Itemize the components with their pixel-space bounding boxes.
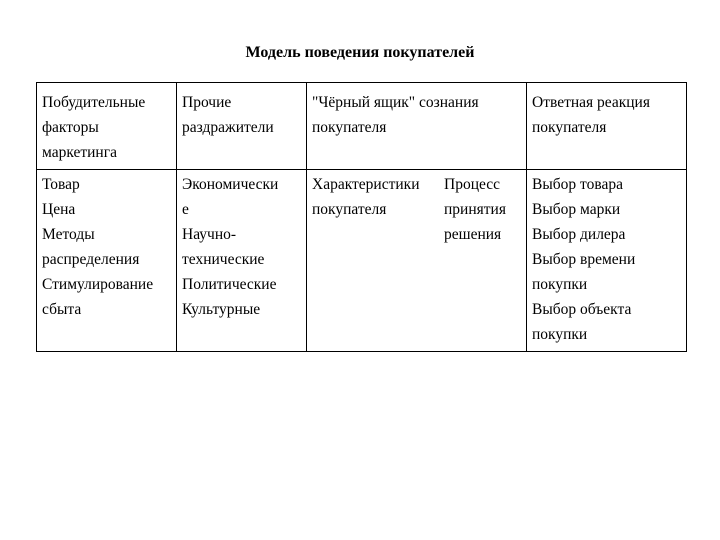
page-title: Модель поведения покупателей (245, 44, 475, 61)
header-line: покупателя (312, 119, 387, 136)
cell-line: Выбор марки (532, 201, 621, 218)
cell-line: технические (182, 251, 265, 268)
header-line: Ответная реакция (532, 94, 650, 111)
header-line: Прочие (182, 94, 232, 111)
table-body-row (37, 170, 687, 352)
cell-line: Методы (42, 226, 95, 243)
cell-line: принятия (444, 201, 506, 218)
buyer-behavior-table (36, 82, 687, 352)
decision-process (444, 172, 521, 247)
cell-line: е (182, 201, 189, 218)
cell-line: Процесс (444, 176, 501, 193)
buyer-characteristics (312, 172, 444, 247)
header-line: факторы (42, 119, 99, 136)
header-line: Побудительные (42, 94, 146, 111)
cell-line: Стимулирование (42, 276, 154, 293)
cell-line: Товар (42, 176, 80, 193)
cell-line: Культурные (182, 301, 261, 318)
header-marketing-stimuli (37, 83, 177, 170)
header-line: "Чёрный ящик" сознания (312, 94, 479, 111)
cell-black-box (307, 170, 527, 352)
cell-line: решения (444, 226, 502, 243)
cell-line: покупателя (312, 201, 387, 218)
header-response (527, 83, 687, 170)
cell-line: Характеристики (312, 176, 420, 193)
cell-line: покупки (532, 326, 588, 343)
cell-response (527, 170, 687, 352)
cell-other-stimuli (177, 170, 307, 352)
header-other-stimuli (177, 83, 307, 170)
cell-line: Научно- (182, 226, 237, 243)
cell-line: Выбор объекта (532, 301, 632, 318)
cell-line: сбыта (42, 301, 82, 318)
header-black-box (307, 83, 527, 170)
cell-line: Выбор товара (532, 176, 623, 193)
cell-line: Политические (182, 276, 277, 293)
header-line: покупателя (532, 119, 607, 136)
cell-line: Цена (42, 201, 76, 218)
cell-line: покупки (532, 276, 588, 293)
header-line: маркетинга (42, 144, 117, 161)
cell-line: Выбор дилера (532, 226, 626, 243)
table-header-row (37, 83, 687, 170)
cell-line: распределения (42, 251, 140, 268)
header-line: раздражители (182, 119, 274, 136)
cell-marketing-stimuli (37, 170, 177, 352)
cell-line: Экономически (182, 176, 279, 193)
cell-line: Выбор времени (532, 251, 636, 268)
